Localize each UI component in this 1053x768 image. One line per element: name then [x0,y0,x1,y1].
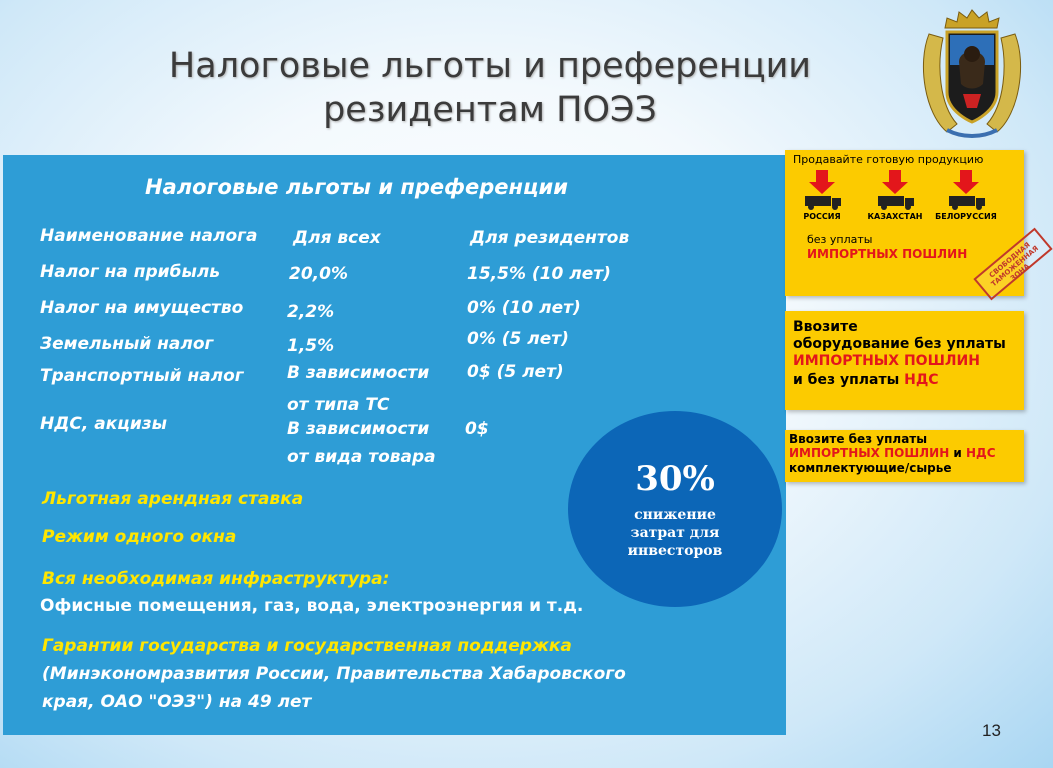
perk-guarantee-title: Гарантии государства и государственная поддержка [42,636,572,656]
rate-for-residents: 15,5% (10 лет) [467,264,611,284]
header-for-all: Для всех [293,228,381,248]
perk-guarantee-line1: (Минэкономразвития России, Правительства Хабаровского [42,664,626,684]
card2-line1: Ввозите [793,319,858,335]
rate-for-all-line2: от вида товара [287,447,436,467]
rate-for-all: 1,5% [287,336,335,356]
slide-title [150,44,830,132]
truck-icon [799,170,845,210]
header-tax-name: Наименование налога [40,226,258,246]
rate-for-all-line1: В зависимости [287,363,430,383]
card3-line3: комплектующие/сырье [789,461,952,475]
country-label: РОССИЯ [803,212,841,221]
title-line-2: резидентам ПОЭЗ [323,90,657,130]
card2-line4-vat: НДС [904,372,939,388]
card3-line2-duties: ИМПОРТНЫХ ПОШЛИН [789,446,950,460]
truck-icon [943,170,989,210]
tax-name: НДС, акцизы [40,414,167,434]
truck-icon [872,170,918,210]
card3-line2-vat: НДС [966,446,996,460]
country-label: КАЗАХСТАН [867,212,923,221]
tax-name: Транспортный налог [40,366,244,386]
free-customs-zone-stamp: СВОБОДНАЯ ТАМОЖЕННАЯ ЗОНА [973,228,1052,301]
perk-infrastructure-text: Офисные помещения, газ, вода, электроэнергия и т.д. [40,596,584,616]
import-equipment-card [785,311,1024,410]
page-number: 13 [982,721,1001,740]
title-line-1: Налоговые льготы и преференции [168,46,812,86]
cost-reduction-desc: снижение затрат для инвесторов [627,507,723,559]
header-for-residents: Для резидентов [470,228,630,248]
perk-rent: Льготная арендная ставка [42,489,304,509]
rate-for-residents: 0$ [465,419,489,439]
tax-name: Земельный налог [40,334,214,354]
coat-of-arms-icon [917,4,1027,144]
cost-reduction-value: 30% [635,459,715,499]
truck-kazakhstan [860,170,930,221]
import-components-card [785,430,1024,482]
perk-guarantee-line2: края, ОАО "ОЭЗ") на 49 лет [42,692,312,712]
rate-for-residents: 0$ (5 лет) [467,362,564,382]
rate-for-all: 2,2% [287,302,335,322]
card2-line3: ИМПОРТНЫХ ПОШЛИН [793,353,980,369]
tax-name: Налог на прибыль [40,262,221,282]
rate-for-all: 20,0% [289,264,348,284]
perk-infrastructure-title: Вся необходимая инфраструктура: [42,569,390,589]
truck-russia [787,170,857,221]
card2-line4-text: и без уплаты [793,372,905,388]
rate-for-residents: 0% (5 лет) [467,329,569,349]
truck-belarus [931,170,1001,221]
card2-line2: оборудование без уплаты [793,336,1006,352]
rate-for-all-line2: от типа ТС [287,395,390,415]
card1-heading: Продавайте готовую продукцию [793,153,984,166]
rate-for-residents: 0% (10 лет) [467,298,581,318]
panel-heading: Налоговые льготы и преференции [145,175,568,199]
tax-name: Налог на имущество [40,298,244,318]
cost-reduction-circle [568,411,782,607]
card2-line4 [793,372,939,389]
perk-one-window: Режим одного окна [42,527,237,547]
card3-line1: Ввозите без уплаты [789,432,928,446]
card3-line2 [789,447,996,460]
rate-for-all-line1: В зависимости [287,419,430,439]
sell-products-card [785,150,1041,296]
card1-line1: без уплаты [807,233,873,246]
card3-line2-and: и [949,446,967,460]
country-label: БЕЛОРУССИЯ [935,212,997,221]
card1-line2: ИМПОРТНЫХ ПОШЛИН [807,247,968,261]
